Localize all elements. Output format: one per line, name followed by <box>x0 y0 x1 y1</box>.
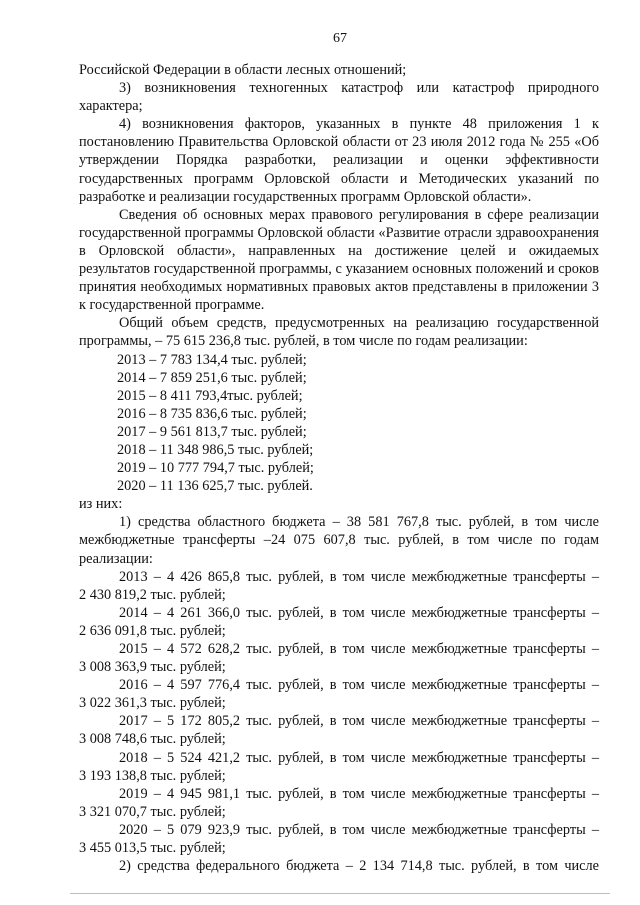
total-year-item: 2017 – 9 561 813,7 тыс. рублей; <box>117 423 307 440</box>
paragraph-regulation-measures: Сведения об основных мерах правового регулирования в сфере реализации государственной программы Орловской области «Развитие отрасли здравоохранения в Орловской области», направленных на достижение целей и ожидаемых результатов государственной программы, с указанием основных положений и сроков принятия необходимых нормативных правовых актов представлены в приложении 3 к государственной программе. <box>79 206 599 314</box>
total-year-item: 2016 – 8 735 836,6 тыс. рублей; <box>117 405 307 422</box>
regional-year-transfer: 3 321 070,7 тыс. рублей; <box>79 803 226 820</box>
regional-year-line: 2020 – 5 079 923,9 тыс. рублей, в том числе межбюджетные трансферты – <box>119 821 599 838</box>
regional-year-line: 2018 – 5 524 421,2 тыс. рублей, в том числе межбюджетные трансферты – <box>119 749 599 766</box>
regional-year-line: 2015 – 4 572 628,2 тыс. рублей, в том числе межбюджетные трансферты – <box>119 641 599 657</box>
total-year-item: 2014 – 7 859 251,6 тыс. рублей; <box>117 369 307 386</box>
regional-year-line: 2019 – 4 945 981,1 тыс. рублей, в том числе межбюджетные трансферты – <box>119 785 599 802</box>
regional-year-line: 2014 – 4 261 366,0 тыс. рублей, в том числе межбюджетные трансферты – <box>119 604 599 621</box>
total-year-item: 2020 – 11 136 625,7 тыс. рублей. <box>117 478 313 495</box>
document-body <box>79 61 599 875</box>
regional-year-transfer: 3 193 138,8 тыс. рублей; <box>79 767 226 784</box>
of-them-label: из них: <box>79 496 123 513</box>
total-year-item: 2013 – 7 783 134,4 тыс. рублей; <box>117 351 307 368</box>
paragraph-forest-relations: Российской Федерации в области лесных отношений; <box>79 62 407 78</box>
regional-year-transfer: 2 636 091,8 тыс. рублей; <box>79 622 226 639</box>
total-year-item: 2019 – 10 777 794,7 тыс. рублей; <box>117 460 314 477</box>
total-by-year-list <box>79 351 599 496</box>
regional-year-transfer: 3 455 013,5 тыс. рублей; <box>79 840 226 857</box>
regional-year-transfer: 3 008 363,9 тыс. рублей; <box>79 659 226 676</box>
regional-year-line: 2017 – 5 172 805,2 тыс. рублей, в том числе межбюджетные трансферты – <box>119 713 599 730</box>
regional-year-line: 2013 – 4 426 865,8 тыс. рублей, в том числе межбюджетные трансферты – <box>119 568 599 585</box>
regional-year-transfer: 2 430 819,2 тыс. рублей; <box>79 586 226 603</box>
regional-year-transfer: 3 022 361,3 тыс. рублей; <box>79 695 226 712</box>
paragraph-catastrophes: 3) возникновения техногенных катастроф или катастроф природного характера; <box>79 80 599 115</box>
paragraph-regional-budget: 1) средства областного бюджета – 38 581 767,8 тыс. рублей, в том числе межбюджетные трансферты –24 075 607,8 тыс. рублей, в том числе по годам реализации: <box>79 514 599 567</box>
regional-year-line: 2016 – 4 597 776,4 тыс. рублей, в том числе межбюджетные трансферты – <box>119 677 599 694</box>
total-year-item: 2015 – 8 411 793,4тыс. рублей; <box>117 387 303 404</box>
total-year-item: 2018 – 11 348 986,5 тыс. рублей; <box>117 441 314 458</box>
regional-year-transfer: 3 008 748,6 тыс. рублей; <box>79 731 226 748</box>
page-number: 67 <box>333 31 347 46</box>
bottom-scan-line <box>70 893 610 894</box>
paragraph-total-funding: Общий объем средств, предусмотренных на реализацию государственной программы, – 75 615 236,8 тыс. рублей, в том числе по годам реализации: <box>79 315 599 350</box>
paragraph-federal-budget: 2) средства федерального бюджета – 2 134 714,8 тыс. рублей, в том числе <box>119 858 599 875</box>
paragraph-factors: 4) возникновения факторов, указанных в пункте 48 приложения 1 к постановлению Правительства Орловской области от 23 июля 2012 года № 255 «Об утверждении Порядка разработки, реализации и оценки эффективности государственных программ Орловской области и Методических указаний по разработке и реализации государственных программ Орловской области». <box>79 116 599 205</box>
regional-by-year-list <box>79 568 599 858</box>
